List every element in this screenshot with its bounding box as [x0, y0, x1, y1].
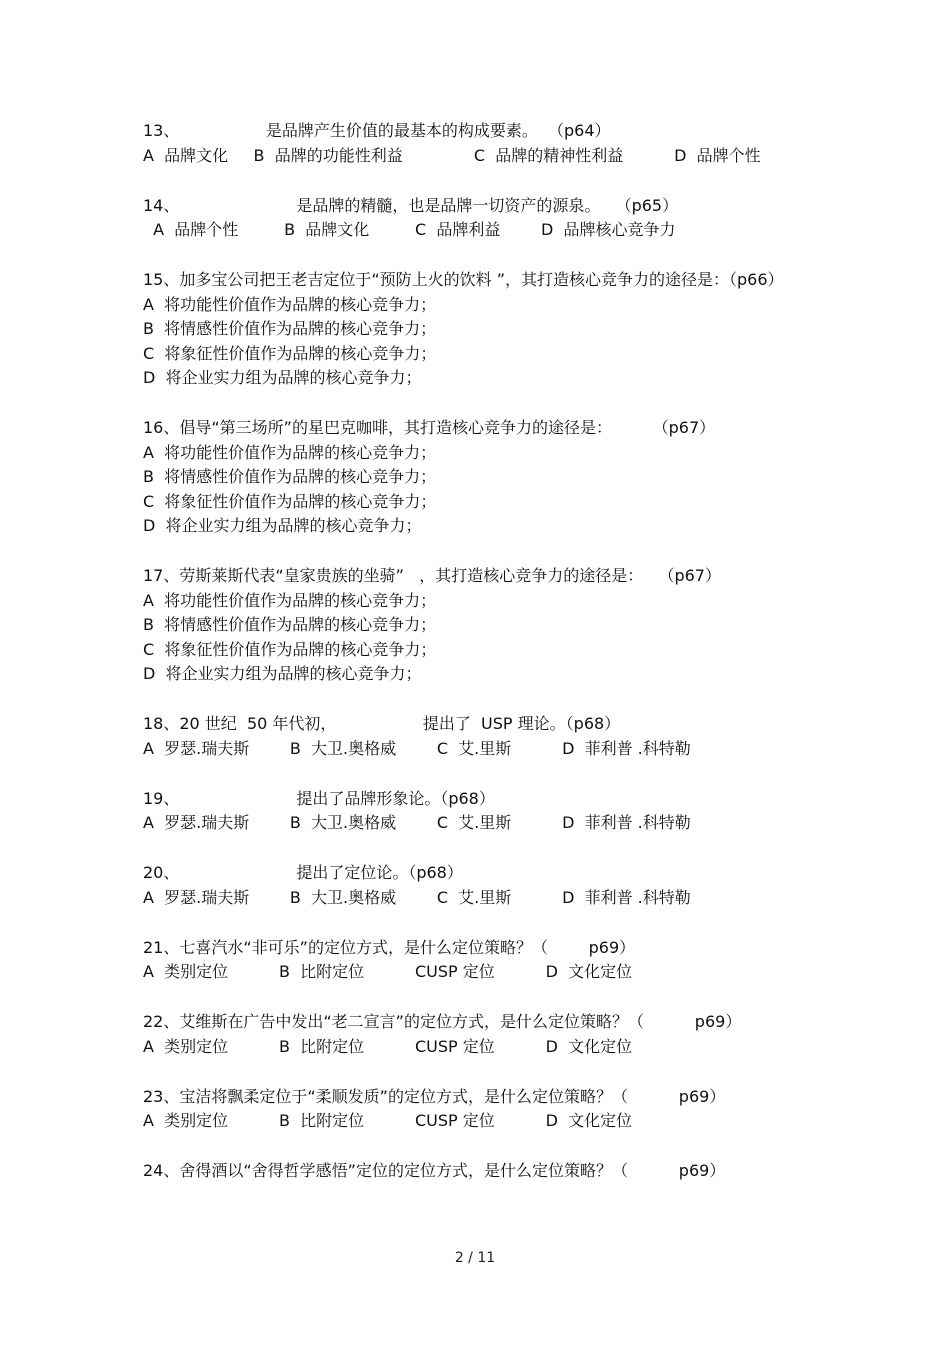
question-options: A 罗瑟.瑞夫斯 B 大卫.奥格威 C 艾.里斯 D 菲利普 .科特勒 — [143, 887, 691, 907]
option-a: A 将功能性价值作为品牌的核心竞争力； — [143, 590, 437, 610]
option-b: B 将情感性价值作为品牌的核心竞争力； — [143, 615, 437, 634]
option-d: D 将企业实力组为品牌的核心竞争力； — [143, 368, 422, 387]
option-a: A 将功能性价值作为品牌的核心竞争力； — [143, 442, 437, 462]
question-15 — [143, 268, 823, 391]
option-b: B 将情感性价值作为品牌的核心竞争力； — [143, 319, 437, 338]
question-options: A 类别定位 B 比附定位 CUSP 定位 D 文化定位 — [143, 1036, 633, 1056]
question-stem: 16、倡导“第三场所”的星巴克咖啡，其打造核心竞争力的途径是： （p67） — [143, 418, 716, 437]
question-stem: 14、 是品牌的精髓，也是品牌一切资产的源泉。 （p65） — [143, 195, 679, 215]
question-options: A 罗瑟.瑞夫斯 B 大卫.奥格威 C 艾.里斯 D 菲利普 .科特勒 — [143, 813, 691, 832]
question-options: A 品牌个性 B 品牌文化 C 品牌利益 D 品牌核心竞争力 — [143, 220, 676, 239]
question-options: A 罗瑟.瑞夫斯 B 大卫.奥格威 C 艾.里斯 D 菲利普 .科特勒 — [143, 738, 691, 758]
question-stem: 18、20 世纪 50 年代初， 提出了 USP 理论。（p68） — [143, 714, 621, 733]
question-21 — [143, 936, 823, 985]
option-d: D 将企业实力组为品牌的核心竞争力； — [143, 516, 422, 535]
question-13 — [143, 119, 823, 168]
question-stem: 22、艾维斯在广告中发出“老二宣言”的定位方式，是什么定位策略？（ p69） — [143, 1012, 742, 1031]
question-list — [143, 119, 823, 1209]
question-stem: 13、 是品牌产生价值的最基本的构成要素。 （p64） — [143, 121, 611, 140]
question-22 — [143, 1010, 823, 1059]
question-20 — [143, 861, 823, 910]
question-stem: 17、劳斯莱斯代表“皇家贵族的坐骑” ，其打造核心竞争力的途径是： （p67） — [143, 566, 721, 585]
question-options: A 类别定位 B 比附定位 CUSP 定位 D 文化定位 — [143, 1111, 633, 1130]
question-stem: 24、舍得酒以“舍得哲学感悟”定位的定位方式，是什么定位策略？（ p69） — [143, 1161, 726, 1180]
question-options: A 品牌文化 B 品牌的功能性利益 C 品牌的精神性利益 D 品牌个性 — [143, 145, 761, 165]
option-c: C 将象征性价值作为品牌的核心竞争力； — [143, 639, 437, 659]
question-stem: 15、加多宝公司把王老吉定位于“预防上火的饮料 ”，其打造核心竞争力的途径是：（p66） — [143, 270, 784, 289]
question-19 — [143, 787, 823, 836]
question-stem: 23、宝洁将飘柔定位于“柔顺发质”的定位方式，是什么定位策略？（ p69） — [143, 1086, 726, 1106]
option-b: B 将情感性价值作为品牌的核心竞争力； — [143, 467, 437, 486]
question-23 — [143, 1085, 823, 1134]
question-17 — [143, 564, 823, 687]
option-c: C 将象征性价值作为品牌的核心竞争力； — [143, 343, 437, 363]
question-options: A 类别定位 B 比附定位 CUSP 定位 D 文化定位 — [143, 962, 633, 981]
question-stem: 21、七喜汽水“非可乐”的定位方式，是什么定位策略？（ p69） — [143, 937, 636, 957]
question-stem: 19、 提出了品牌形象论。（p68） — [143, 788, 495, 808]
page-number: 2 / 11 — [454, 1250, 496, 1266]
question-16 — [143, 416, 823, 539]
option-d: D 将企业实力组为品牌的核心竞争力； — [143, 664, 422, 683]
option-c: C 将象征性价值作为品牌的核心竞争力； — [143, 491, 437, 511]
question-stem: 20、 提出了定位论。（p68） — [143, 863, 463, 882]
option-a: A 将功能性价值作为品牌的核心竞争力； — [143, 294, 437, 314]
question-18 — [143, 712, 823, 761]
question-24 — [143, 1159, 823, 1184]
question-14 — [143, 194, 823, 243]
